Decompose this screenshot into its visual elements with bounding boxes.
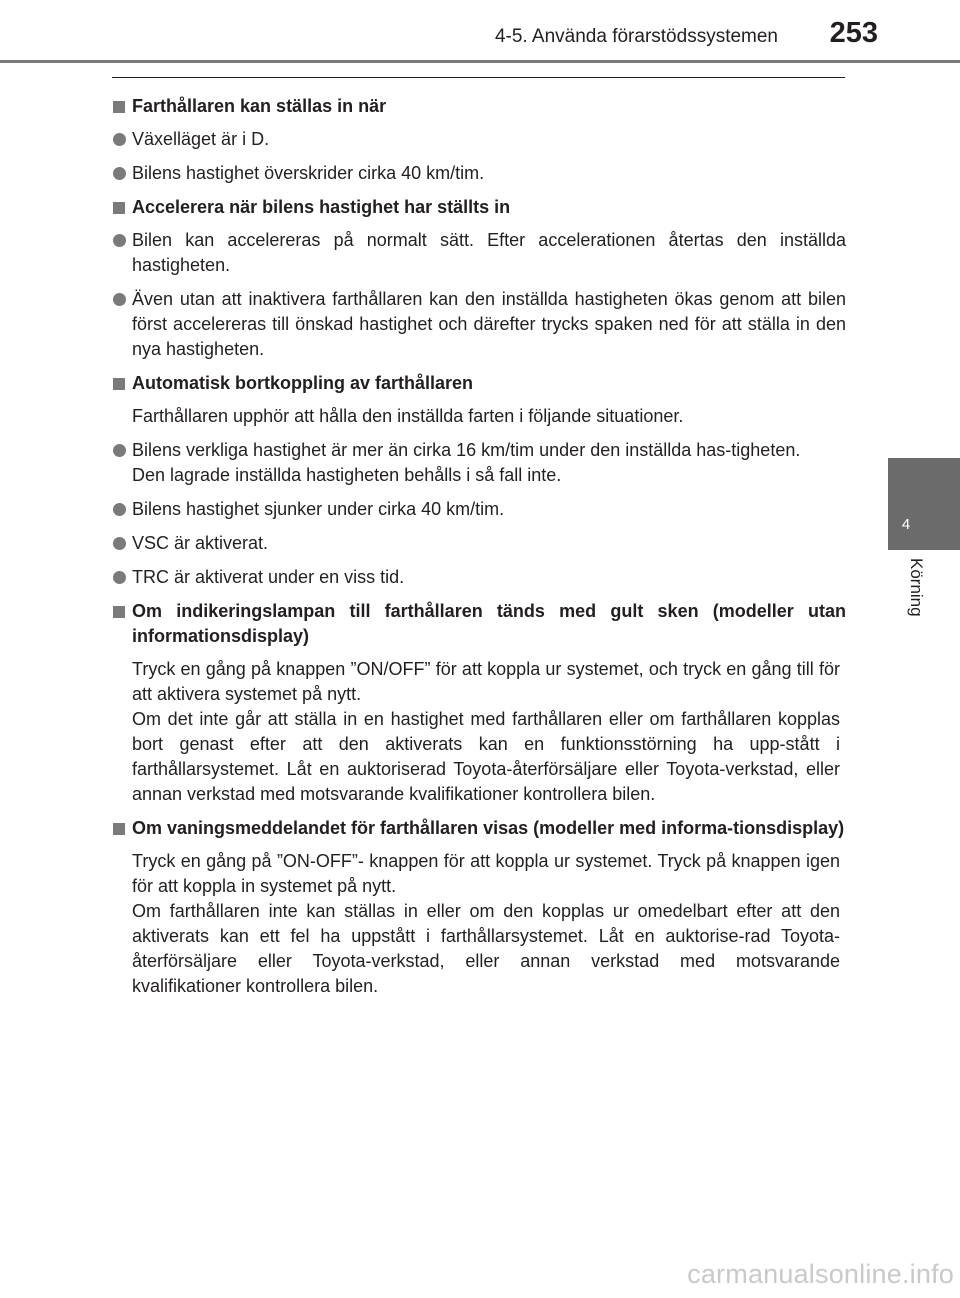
round-bullet-icon (113, 537, 126, 550)
section-heading: Automatisk bortkoppling av farthållaren (112, 371, 846, 396)
square-bullet-icon (113, 606, 125, 618)
section-heading: Om indikeringslampan till farthållaren tänds med gult sken (modeller utan informationsdisplay) (112, 599, 846, 649)
list-item: VSC är aktiverat. (112, 531, 846, 556)
content-divider (112, 77, 845, 78)
square-bullet-icon (113, 378, 125, 390)
section-heading: Farthållaren kan ställas in när (112, 94, 846, 119)
paragraph: Tryck en gång på knappen ”ON/OFF” för att koppla ur systemet, och tryck en gång till för att aktivera systemet på nytt. Om det inte går att ställa in en hastighet med farthållaren eller om farthållaren kopplas bort genast efter att den aktiverats kan en funktionsstörning ha upp-stått i farthållarsystemet. Låt en auktoriserad Toyota-återförsäljare eller Toyota-verkstad, eller annan verkstad med motsvarande kvalifikationer kontrollera bilen. (132, 659, 840, 804)
list-item: TRC är aktiverat under en viss tid. (112, 565, 846, 590)
list-item: Bilen kan accelereras på normalt sätt. Efter accelerationen återtas den inställda hastigheten. (112, 228, 846, 278)
page-header (0, 0, 960, 62)
page-content (112, 88, 846, 1008)
paragraph: Tryck en gång på ”ON-OFF”- knappen för att koppla ur systemet. Tryck på knappen igen för att koppla in systemet på nytt. Om farthållaren inte kan ställas in eller om den kopplas ur omedelbart efter att den aktiverats kan ett fel ha uppstått i farthållarsystemet. Låt en auktorise-rad Toyota-återförsäljare eller Toyota-verkstad, eller annan verkstad med motsvarande kvalifikationer kontrollera bilen. (132, 851, 840, 996)
list-item: Bilens hastighet överskrider cirka 40 km/tim. (112, 161, 846, 186)
chapter-tab-number: 4 (901, 516, 911, 533)
round-bullet-icon (113, 444, 126, 457)
round-bullet-icon (113, 133, 126, 146)
section-intro: Farthållaren upphör att hålla den inställda farten i följande situationer. (132, 406, 684, 426)
round-bullet-icon (113, 234, 126, 247)
list-item: Även utan att inaktivera farthållaren kan den inställda hastigheten ökas genom att bilen först accelereras till önskad hastighet och därefter trycks spaken ned för att ställa in den nya hastigheten. (112, 287, 846, 362)
round-bullet-icon (113, 167, 126, 180)
round-bullet-icon (113, 571, 126, 584)
square-bullet-icon (113, 101, 125, 113)
watermark: carmanualsonline.info (687, 1259, 954, 1289)
list-item-note: Den lagrade inställda hastigheten behålls i så fall inte. (132, 465, 562, 485)
round-bullet-icon (113, 503, 126, 516)
page-number: 253 (829, 17, 878, 49)
list-item: Växelläget är i D. (112, 127, 846, 152)
header-rule (0, 60, 960, 63)
chapter-side-label (888, 550, 960, 670)
chapter-tab (888, 458, 960, 550)
list-item: Bilens verkliga hastighet är mer än cirka 16 km/tim under den inställda has-tigheten. Den lagrade inställda hastigheten behålls i så fall inte. (112, 438, 846, 488)
chapter-side-label-text: Körning (907, 558, 926, 617)
list-item: Bilens hastighet sjunker under cirka 40 km/tim. (112, 497, 846, 522)
section-heading: Accelerera när bilens hastighet har ställts in (112, 195, 846, 220)
chapter-title: 4-5. Använda förarstödssystemen (494, 26, 778, 47)
square-bullet-icon (113, 823, 125, 835)
square-bullet-icon (113, 202, 125, 214)
section-heading: Om vaningsmeddelandet för farthållaren visas (modeller med informa-tionsdisplay) (112, 816, 846, 841)
round-bullet-icon (113, 293, 126, 306)
